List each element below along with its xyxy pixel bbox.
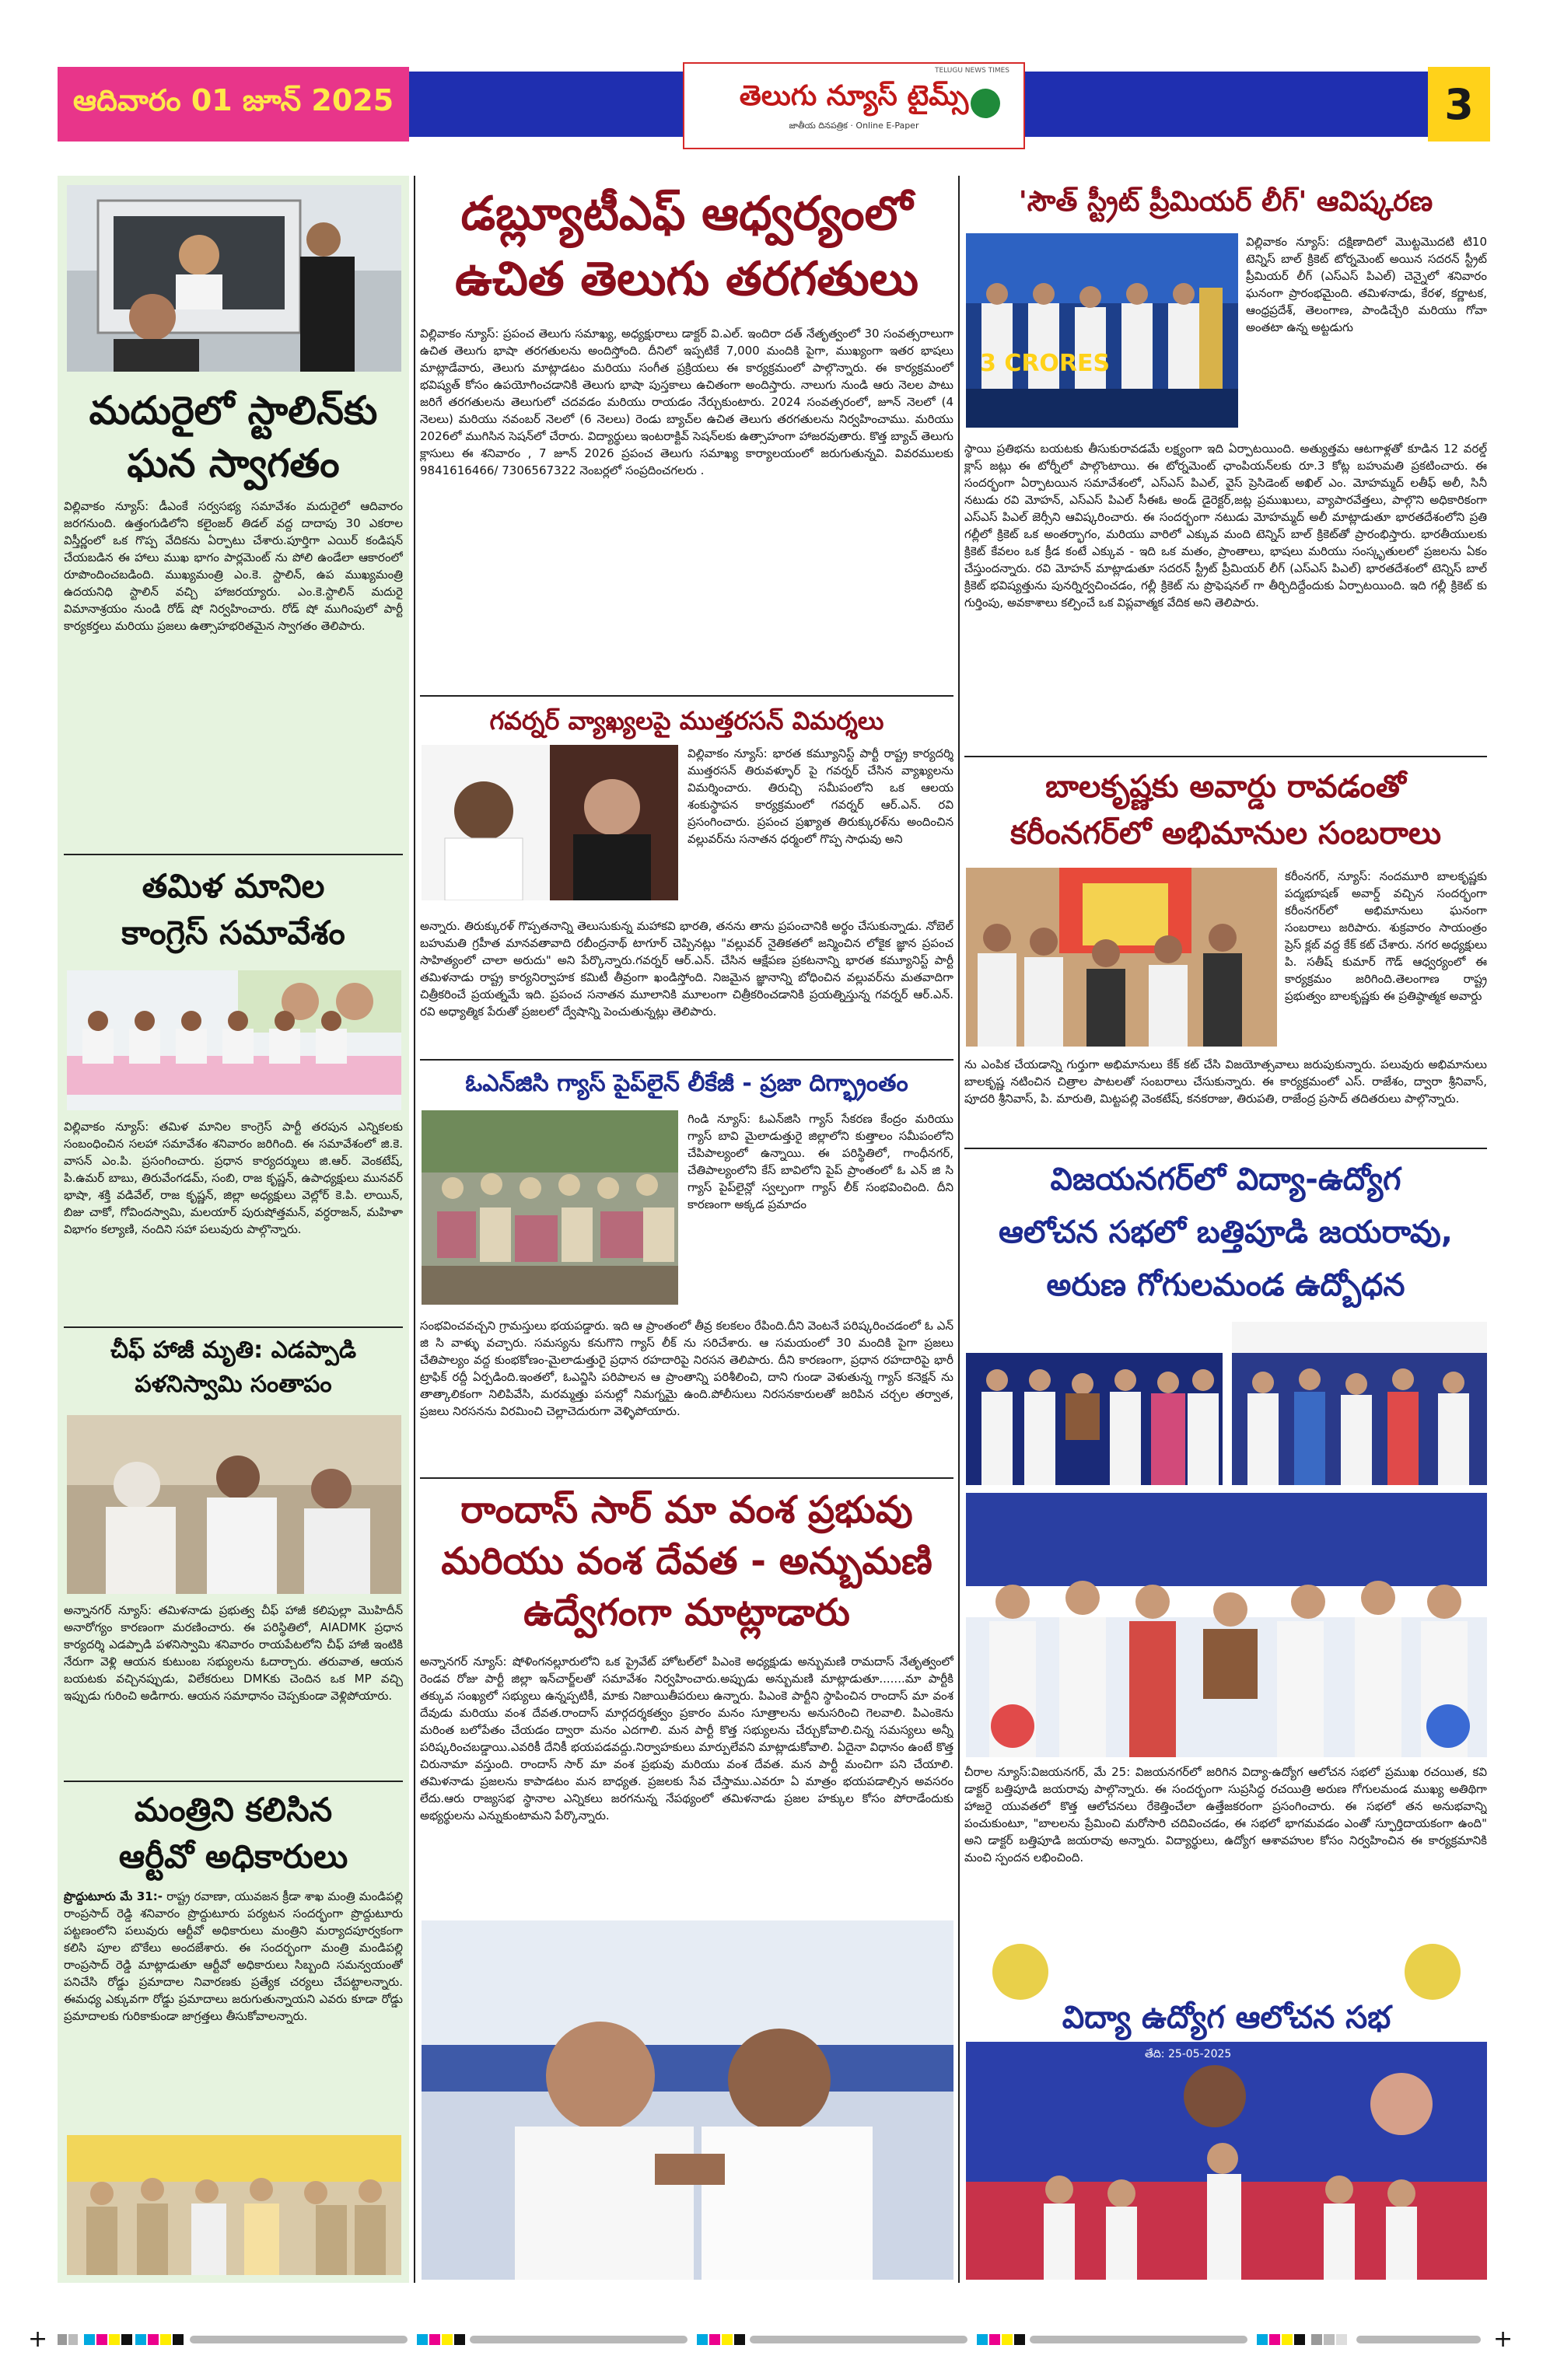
masthead-subtitle: జాతీయ దినపత్రిక · Online E-Paper [789, 120, 919, 131]
haji-condolence-photo [67, 1415, 401, 1594]
haji-headline-line1: చీఫ్ హాజీ మృతి: ఎడప్పాడి [110, 1337, 357, 1364]
wtf-article-body: విల్లివాకం న్యూస్: ప్రపంచ తెలుగు సమాఖ్య, అధ్యక్షురాలు డాక్టర్ వి.ఎల్. ఇందిరా దత్ నేతృత్వంలో 30 సంవత్సరాలుగా ఉచిత తెలుగు భాషా తరగతులను అందిస్తోంది. దీనిలో ఇప్పటికే 7,000 మందికి పైగా, ముఖ్యంగా ఇతర భాషలు మాట్లాడేవారు, తెలుగు మాట్లాడటం మరియు సంగీత ప్రక్రియలు ఈ కార్యక్రమంలో పాల్గొన్నారు. ఈ కార్యక్రమంలో భవిష్యత్ కోసం ఉపయోగించడానికి తెలుగు భాషా పుస్తకాలు ఉచితంగా అందిస్తారు. నాలుగు నుండి ఆరు నెలల పాటు జరిగే తరగతులను తెలుగులో చదవడం మరియు రాయడం నేర్చుకుంటారు. 2024 సంవత్సరంలో, జూన్ నెలలో (4 నెలలు) మరియు నవంబర్ నెలలో (6 నెలలు) రెండు బ్యాచ్‌ల ఉచిత తెలుగు తరగతులను నిర్వహించాము. మరియు 2026లో ముగిసిన సెషన్‌లో చేరారు. విద్యార్థులు ఇంటరాక్టివ్ సెషన్‌లకు ఉత్సాహంగా హాజరవుతారు. కొత్త బ్యాచ్ తెలుగు క్లాసులు ఈ శనివారం , 7 జూన్ 2026 ప్రపంచ తెలుగు సమాఖ్య కార్యాలయంలో జరుగుతున్నవి. వివరములకు 9841616466/ 7306567322 నెంబర్లలో సంప్రదించగలరు . [420, 327, 953, 477]
anbumani-ramadoss-photo [422, 1920, 953, 2280]
middle-divider-1 [420, 695, 953, 697]
balakrishna-body-side: కరీంనగర్, న్యూస్: నందమూరి బాలకృష్ణకు పద్మభూషణ్ అవార్డ్ వచ్చిన సందర్భంగా కరీంనగర్‌లో అభిమానులు ఘనంగా సంబరాలు జరిపారు. శుక్రవారం సాయంత్రం ప్రెస్ క్లబ్ వద్ద కేక్ కట్ చేశారు. నగర అధ్యక్షులు పి. సతీష్ కుమార్ గౌడ్ ఆధ్వర్యంలో ఈ కార్యక్రమం జరిగింది.తెలంగాణ రాష్ట్ర ప్రభుత్వం బాలకృష్ణకు ఈ ప్రతిష్ఠాత్మక అవార్డు [1285, 869, 1487, 1003]
page-number: 3 [1428, 67, 1490, 142]
column-rule-2 [958, 176, 960, 2283]
governor-body-side: విల్లివాకం న్యూస్: భారత కమ్యూనిస్ట్ పార్టీ రాష్ట్ర కార్యదర్శి ముత్తరసన్ తిరువళ్ళూర్ పై గవర్నర్ చేసిన వ్యాఖ్యలను విమర్శించారు. తిరుచ్చి సమీపంలోని ఒక ఆలయ శంకుస్థాపన కార్యక్రమంలో గవర్నర్ ఆర్.ఎన్. రవి ప్రసంగించారు. ప్రపంచ ప్రఖ్యాత తిరుక్కురళ్‌ను అందించిన వల్లువర్‌ను సనాతన ధర్మంలో గొప్ప సాధువు అని [688, 746, 953, 846]
right-divider-1 [964, 756, 1487, 757]
vijayanagar-banner-date: తేది: 25-05-2025 [1145, 2048, 1232, 2060]
masthead [683, 62, 1025, 149]
haji-article-body: అన్నానగర్ న్యూస్: తమిళనాడు ప్రభుత్వ చీఫ్ హాజీ కలిపుల్లా మొహిదీన్ అనారోగ్యం కారణంగా మరణించారు. ఈ పరిస్థితిలో, AIADMK ప్రధాన కార్యదర్శి ఎడప్పాడి పళనిస్వామి శనివారం రాయపేటలోని చీఫ్ హాజీ ఇంటికి నేరుగా వెళ్లి ఆయన కుటుంబ సభ్యులను ఓదార్చారు. తరువాత, ఆయన బయటకు వచ్చినప్పుడు, విలేకరులు DMKకు చెందిన ఒక MP వచ్చి ఇప్పుడు గురించి అడిగారు. ఆయన సమాధానం చెప్పకుండా వెళ్లిపోయారు. [64, 1603, 403, 1703]
sspl-photo-caption: 3 CRORES [980, 350, 1111, 377]
wtf-headline-line1: డబ్ల్యూటీఎఫ్ ఆధ్వర్యంలో [460, 187, 913, 241]
sspl-article-body: స్థాయి ప్రతిభను బయటకు తీసుకురావడమే లక్ష్యంగా ఇది ఏర్పాటయింది. అత్యుత్తమ ఆటగాళ్లతో కూడిన 12 వరల్డ్ క్లాస్ జట్లు ఈ టోర్నీలో పాల్గొంటాయి. ఈ టోర్నమెంట్ ఛాంపియన్‌లకు రూ.3 కోట్ల బహుమతి ప్రకటించారు. ఈ సందర్భంగా ఏర్పాటయిన సమావేశంలో, ఎస్ఎస్ పిఎల్, వైస్ ప్రెసిడెంట్ అఖిల్ ఎం. మోహమ్మద్ లతీఫ్ అలీ, సినీ నటుడు రవి మోహన్, ఎస్ఎస్ పిఎల్ సీఈఓ అండ్ డైరెక్టర్,జట్ల ప్రముఖులు, వ్యాపారవేత్తలు, పాల్గొని అధికారికంగా ఎస్ఎస్ పిఎల్ జెర్సీని ఆవిష్కరించారు. ఈ సందర్భంగా నటుడు మోహమ్మద్ అలీ మాట్లాడుతూ భారతదేశంలోని ప్రతి గల్లీలో క్రికెట్ ఒక అంతర్భాగం, మరియు వారిలో ఎక్కువ మంది టెన్నిస్ బాల్ క్రికెట్‌తో ప్రారంభిస్తారు. భారతీయులకు క్రికెట్ కేవలం ఒక క్రీడ కంటే ఎక్కువ - ఇది ఒక మతం, ప్రాంతాలు, భాషలు మరియు సంస్కృతులలో ప్రజలను ఏకం చేస్తుందన్నారు. రవి మోహన్ మాట్లాడుతూ సదరన్ స్ట్రీట్ ప్రీమియర్ లీగ్ (ఎస్ఎస్ పిఎల్) భారతదేశంలో టెన్నిస్ బాల్ క్రికెట్ భవిష్యత్తును పునర్నిర్వచించడం, గల్లీ క్రికెట్ ను ప్రొఫెషనల్ గా తీర్చిదిద్దేందుకు ఏర్పాటయింది. ఇది గల్లీ క్రికెట్ కు గుర్తింపు, అవకాశాలు కల్పించే ఒక విప్లవాత్మక వేదిక అని తెలిపారు. [964, 442, 1487, 610]
stalin-car-photo [67, 185, 401, 372]
vijayanagar-headline-line1: విజయనగర్‌లో విద్యా-ఉద్యోగ [1050, 1162, 1401, 1197]
rto-minister-photo [67, 2135, 401, 2275]
issue-date: ఆదివారం 01 జూన్ 2025 [58, 67, 409, 142]
wtf-headline-line2: ఉచిత తెలుగు తరగతులు [455, 252, 918, 306]
governor-photo [422, 745, 678, 900]
vijayanagar-headline-line3: అరుణ గోగులమండ ఉద్బోధన [1046, 1267, 1405, 1303]
ongc-headline: ఓఎన్‌జిసి గ్యాస్ పైప్‌లైన్ లీకేజీ - ప్రజా దిగ్భ్రాంతం [465, 1070, 908, 1097]
anbumani-headline-line3: ఉద్వేగంగా మాట్లాడారు [523, 1591, 850, 1634]
balakrishna-article-body: ను ఎంపిక చేయడాన్ని గుర్తుగా అభిమానులు కేక్ కట్ చేసి విజయోత్సవాలు జరుపుకున్నారు. పలువురు అభిమానులు బాలకృష్ణ నటించిన చిత్రాల పాటలతో సంబరాలు చేసుకున్నారు. ఈ కార్యక్రమంలో ఎస్. రాజేశం, ద్వారా శ్రీనివాస్, పూదరి శ్రీనివాస్, పి. మారుతి, మిట్టపల్లి వెంకటేష్, కనకరాజు, తిరుపతి, రాజేంద్ర ప్రసాద్ తదితరులు పాల్గొన్నారు. [964, 1057, 1487, 1106]
vijayanagar-stage-photo [966, 1493, 1487, 1757]
rto-body-text: రాష్ట్ర రవాణా, యువజన క్రీడా శాఖ మంత్రి మండిపల్లి రాంప్రసాద్ రెడ్డి శనివారం ప్రొద్దుటూరు పర్యటన సందర్భంగా ప్రొద్దుటూరు పట్టణంలోని పలువురు ఆర్టీవో అధికారులు మంత్రిని మర్యాదపూర్వకంగా కలిసి పూల బొకేలు అందజేశారు. ఈ సందర్భంగా మంత్రి మండిపల్లి రాంప్రసాద్ రెడ్డి మాట్లాడుతూ ఆర్టీవో అధికారులు సిబ్బంది సమన్వయంతో పనిచేసి రోడ్డు ప్రమాదాల నివారణకు ప్రత్యేక చర్యలు చేపట్టాలన్నారు. ఈమధ్య ఎక్కువగా రోడ్డు ప్రమాదాలు జరుగుతున్నాయని ఎవరు కూడా రోడ్డు ప్రమాదాలకు గురికాకుండా జాగ్రత్తలు తీసుకోవాలన్నారు. [64, 1889, 403, 2023]
governor-headline: గవర్నర్ వ్యాఖ్యలపై ముత్తరసన్ విమర్శలు [489, 706, 884, 736]
rto-headline-line1: మంత్రిని కలిసిన [134, 1791, 333, 1829]
ongc-article-body: సంభవించవచ్చని గ్రామస్తులు భయపడ్డారు. ఇది ఆ ప్రాంతంలో తీవ్ర కలకలం రేపింది.దీని వెంటనే పరిష్కరించడంలో ఓ ఎన్ జి సి వాళ్ళు వచ్చారు. సమస్యను కనుగొని గ్యాస్ లీక్ ను సరిచేశారు. ఆ సమయంలో 30 మందికి పైగా ప్రజలు చేతిపాల్యం వద్ద కుంభకోణం-మైలాడుత్తురై ప్రధాన రహదారిపై నిరసన తెలిపారు. దీని కారణంగా, ప్రధాన రహదారిపై భారీ ట్రాఫిక్ రద్దీ ఏర్పడింది.ఇంతలో, ఓఎన్జిసి పరిపాలన ఆ ప్రాంతాన్ని పరిశీలించి, దాని గుండా వెళుతున్న గ్యాస్ కనెక్షన్ ను తాత్కాలికంగా నిలిపివేసి, మరమ్మత్తు పనుల్లో నిమగ్నమై ఉంది.పోలీసులు నిరసనకారులతో జరిపిన చర్చల తర్వాత, ప్రజలు నిరసనను విరమించి చెల్లాచెదురుగా వెళ్ళిపోయారు. [420, 1319, 953, 1418]
rto-article-body [64, 1888, 403, 2129]
left-divider-1 [64, 854, 403, 855]
tmc-headline-line1: తమిళ మానిల [142, 867, 325, 905]
anbumani-headline-line2: మరియు వంశ దేవత - అన్బుమణి [441, 1539, 932, 1583]
vijayanagar-headline-line2: ఆలోచన సభలో బత్తిపూడి జయరావు, [999, 1214, 1453, 1250]
color-calibration-strip [58, 2333, 1490, 2347]
tmc-article-body: విల్లివాకం న్యూస్: తమిళ మానిల కాంగ్రెస్ పార్టీ తరపున ఎన్నికలకు సంబంధించిన సలహా సమావేశం శనివారం జరిగింది. ఈ సమావేశంలో జి.కె. వాసన్ ఎం.పి. ప్రసంగించారు. ప్రధాన కార్యదర్శులు జి.ఆర్. వెంకటేష్, పి.ఉమర్ బాబు, తిరువేంగడమ్, సంబి, రాజ కృష్ణన్, ఉపాధ్యక్షులు మునవర్ భాషా, శక్తి వడివేల్, రాజ కృష్ణన్, జిల్లా అధ్యక్షులు వెల్లోర్ కె.పి. లాయిన్, బిజు చాకో, గోవిందస్వామి, మలయార్ పురుషోత్తమన్, వర్ధరాజన్, మహిళా విభాగం కల్యాణి, నందిని సహా పలువురు పాల్గొన్నారు. [64, 1120, 403, 1236]
haji-headline-line2: పళనిస్వామి సంతాపం [135, 1371, 332, 1398]
masthead-logo-icon [971, 89, 1000, 118]
middle-divider-3 [420, 1477, 953, 1479]
ongc-protest-photo [422, 1110, 678, 1305]
balakrishna-celebration-photo [966, 868, 1277, 1047]
rto-headline-line2: ఆర్టీవో అధికారులు [118, 1837, 348, 1875]
masthead-small-label: TELUGU NEWS TIMES [935, 67, 1009, 75]
left-divider-2 [64, 1326, 403, 1328]
left-divider-3 [64, 1781, 403, 1782]
column-rule-1 [414, 176, 415, 2283]
masthead-title: తెలుగు న్యూస్ టైమ్స్ [739, 79, 969, 112]
stalin-headline-line1: మదురైలో స్టాలిన్‌కు [89, 388, 378, 433]
anbumani-headline-line1: రాందాస్ సార్ మా వంశ ప్రభువు [460, 1488, 913, 1532]
anbumani-article-body: అన్నానగర్ న్యూస్: షోళింగనల్లూరులోని ఒక ప్రైవేట్ హోటల్‌లో పిఎంకె అధ్యక్షుడు అన్బుమణి రామదాస్ నేతృత్వంలో రెండవ రోజు పార్టీ జిల్లా ఇన్‌చార్జ్‌లతో సమావేశం నిర్వహించారు.అప్పుడు అన్బుమణి మాట్లాడుతూ.......మా పార్టీకి తక్కువ సంఖ్యలో సభ్యులు ఉన్నప్పటికీ, మాకు నిజాయితీపరులు ఉన్నారు. పిఎంకె పార్టీని స్థాపించిన రాందాస్ మా వంశ దేవుడు మరియు వంశ దేవత.రాందాస్ మార్గదర్శకత్వం ప్రకారం మనం సూత్రాలను అనుసరించి గెలవాలి. పిఎంకెను మరింత బలోపేతం చేయడం ద్వారా మనం ఎదగాలి. మన పార్టీ కొత్త సభ్యులను చేర్చుకోవాలి.చిన్న సమస్యలు అన్నీ పరిష్కరించబడ్డాయి.ఎవరికీ దేనికీ భయపడవద్దు.నిర్వాహకులు మార్పులేవని మాట్లాడుకోవాలి. ఏదైనా విధానం ఉంటే కొత్త చిరునామా వస్తుంది. రాందాస్ సార్ మా వంశ ప్రభువు మరియు వంశ దేవత. మన పార్టీ మంచిగా పని చేయాలి. తమిళనాడు ప్రజలను కాపాడటం మన బాధ్యత. ప్రజలకు సేవ చేస్తాము.ఎవరూ ఏ మాత్రం భయపడాల్సిన అవసరం లేదు.ఆరు రాజ్యసభ స్థానాల ఎన్నికలు జరగనున్న నేపథ్యంలో తమిళనాడు ప్రజల హక్కుల కోసం పోరాడేందుకు అభ్యర్థులను ఎన్నుకుంటామని పేర్కొన్నారు. [420, 1655, 953, 1823]
vijayanagar-photo-right [1232, 1322, 1487, 1485]
governor-article-body: అన్నారు. తిరుక్కురళ్ గొప్పతనాన్ని తెలుసుకున్న మహాకవి భారతి, తనను తాను ప్రపంచానికి అర్థం చేసుకున్నాడు. నోబెల్ బహుమతి గ్రహీత మానవతావాది రబీంద్రనాథ్ టాగూర్ చెప్పినట్లు "వల్లువర్ నైతికతలో జన్మించిన లోకైక జ్ఞాన ప్రపంచ సాహిత్యంలో చాలా అరుదు" అని పేర్కొన్నారు.గవర్నర్ ఆర్.ఎన్. చేసిన ఆక్షేపణ ప్రకటనాన్ని భారత కమ్యూనిస్ట్ పార్టీ తమిళనాడు రాష్ట్ర కార్యనిర్వాహక కమిటీ తీవ్రంగా ఖండిస్తోంది. నిజమైన జ్ఞానాన్ని బోధించిన వల్లువర్‌ను మతవాదిగా చిత్రీకరించే ప్రయత్నమే ఇది. ప్రపంచ సనాతన మూలానికి మూలంగా చిత్రీకరించడానికి ప్రయత్నిస్తున్న గవర్నర్ ఆర్.ఎన్. రవి అధ్యాత్మిక పేరుతో ప్రజలలో ద్వేషాన్ని పెంచుతున్నట్లు తెలిపారు. [420, 919, 953, 1019]
vijayanagar-banner-photo [966, 1925, 1487, 2280]
vijayanagar-photo-left [966, 1322, 1223, 1485]
right-divider-2 [964, 1148, 1487, 1149]
vijayanagar-article-body: చీరాల న్యూస్:విజయనగర్, మే 25: విజయనగర్‌లో జరిగిన విద్యా-ఉద్యోగ ఆలోచన సభలో ప్రముఖ రచయిత, కవి డాక్టర్ బత్తిపూడి జయరావు పాల్గొన్నారు. ఈ సందర్భంగా సుప్రసిద్ధ రచయిత్రి అరుణ గోగులమండ ముఖ్య అతిథిగా హాజరై యువతలో కొత్త ఆలోచనలు రేకెత్తించేలా ఉత్తేజకరంగా ప్రసంగించారు. ఈ సభలో తన అనుభవాన్ని పంచుకుంటూ, "బాలలను ప్రేమించి మరోసారి చదివించడం, ఈ సభలో భాగమవడం ఎంతో స్ఫూర్తిదాయకంగా ఉంది" అని డాక్టర్ బత్తిపూడి జయరావు అన్నారు. విద్యార్థులు, ఉద్యోగ ఆశావహుల కోసం నిర్వహించిన ఈ కార్యక్రమానికి మంచి స్పందన లభించింది. [964, 1765, 1487, 1865]
tmc-meeting-photo [67, 970, 401, 1110]
registration-cross-right: + [1493, 2326, 1513, 2353]
vijayanagar-banner-title: విద్యా ఉద్యోగ ఆలోచన సభ [1062, 2000, 1391, 2036]
balakrishna-headline-line2: కరీంనగర్‌లో అభిమానుల సంబరాలు [1009, 816, 1442, 851]
sspl-launch-photo [966, 233, 1238, 428]
registration-cross-left: + [28, 2326, 48, 2353]
tmc-headline-line2: కాంగ్రెస్ సమావేశం [121, 914, 345, 952]
stalin-headline-line2: ఘన స్వాగతం [127, 441, 340, 486]
sspl-headline: 'సౌత్ స్ట్రీట్ ప్రీమియర్ లీగ్' ఆవిష్కరణ [1018, 186, 1433, 218]
ongc-body-side: గిండి న్యూస్: ఓఎన్‌జిసి గ్యాస్ సేకరణ కేంద్రం మరియు గ్యాస్ బావి మైలాడుత్తురై జిల్లాలోని కుత్తాలం సమీపంలోని చేపిపాల్యంలో ఉన్నాయి. ఈ పరిస్థితిలో, గాంధీనగర్, చేతిపాల్యంలోని కేస్ బావిలోని పైప్ ప్రాంతంలో ఓ ఎన్ జి సి గ్యాస్ పైప్‌లైన్లో స్వల్పంగా గ్యాస్ లీక్ సంభవించింది. దీని కారణంగా అక్కడ ప్రమాదం [688, 1112, 953, 1211]
balakrishna-headline-line1: బాలకృష్ణకు అవార్డు రావడంతో [1045, 769, 1406, 805]
sspl-body-side: విల్లివాకం న్యూస్: దక్షిణాదిలో మొట్టమొదటి టి10 టెన్నిస్ బాల్ క్రికెట్ టోర్నమెంట్ అయిన సదరన్ స్ట్రీట్ ప్రీమియర్ లీగ్ (ఎస్ఎస్ పిఎల్) చెన్నైలో శనివారం ఘనంగా ప్రారంభమైంది. తమిళనాడు, కేరళ, కర్ణాటక, ఆంధ్రప్రదేశ్, తెలంగాణ, పాండిచ్చేరి మరియు గోవా అంతటా ఉన్న అట్టడుగు [1246, 235, 1487, 334]
stalin-article-body: విల్లివాకం న్యూస్: డీఎంకే సర్వసభ్య సమావేశం మదురైలో ఆదివారం జరగనుంది. ఉత్తంగుడిలోని కలైంజర్ తిడల్ వద్ద దాదాపు 30 ఎకరాల విస్తీర్ణంలో ఒక గొప్ప వేదికను ఏర్పాటు చేశారు.పూర్తిగా ఎయిర్ కండిషన్ చేయబడిన ఈ హాలు ముఖ భాగం పార్లమెంట్ ను పోలి ఉండేలా ఆకారంలో రూపొందించబడింది. ముఖ్యమంత్రి ఎం.కె. స్టాలిన్, ఉప ముఖ్యమంత్రి ఉదయనిధి స్టాలిన్ వచ్చి హాజరయ్యారు. ఎం.కె.స్టాలిన్ మదురై విమానాశ్రయం నుండి రోడ్ షో నిర్వహించారు. రోడ్ షో ముగింపులో పార్టీ కార్యకర్తలు మరియు ప్రజలు ఉత్సాహభరితమైన స్వాగతం తెలిపారు. [64, 499, 403, 633]
middle-divider-2 [420, 1059, 953, 1061]
rto-dateline: ప్రొద్దుటూరు మే 31:- [64, 1889, 163, 1903]
